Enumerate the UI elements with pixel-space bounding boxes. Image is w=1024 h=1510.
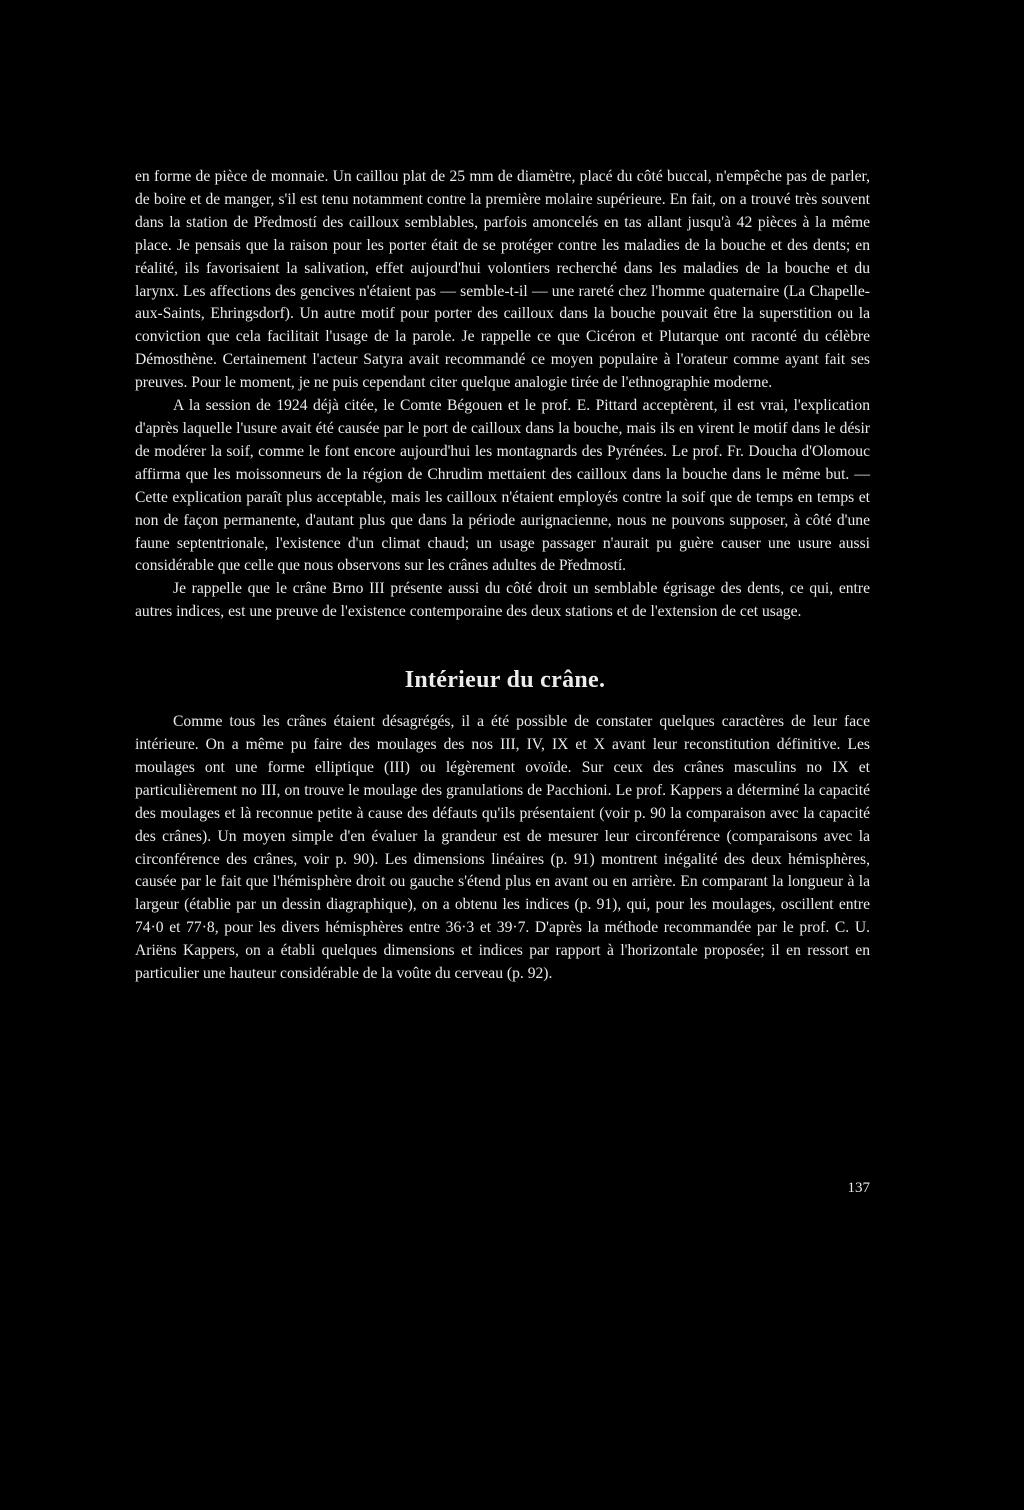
paragraph-continued: en forme de pièce de monnaie. Un caillou plat de 25 mm de diamètre, placé du côté buccal, n'empêche pas de parler, de boire et de manger, s'il est tenu notamment contre la première molaire supérieure. En fait, on a trouvé très souvent dans la station de Předmostí des cailloux semblables, parfois amoncelés en tas allant jusqu'à 42 pièces à la même place. Je pensais que la raison pour les porter était de se protéger contre les maladies de la bouche et des dents; en réalité, ils favorisaient la salivation, effet aujourd'hui volontiers recherché dans les maladies de la bouche et du larynx. Les affections des gencives n'étaient pas — semble-t-il — une rareté chez l'homme quaternaire (La Chapelle-aux-Saints, Ehringsdorf). Un autre motif pour porter des cailloux dans la bouche pouvait être la superstition ou la conviction que cela facilitait l'usage de la parole. Je rappelle ce que Cicéron et Plutarque ont raconté du célèbre Démosthène. Certainement l'acteur Satyra avait recommandé ce moyen populaire à l'orateur comme ayant fait ses preuves. Pour le moment, je ne puis cependant citer quelque analogie tirée de l'ethnographie moderne. [135, 168, 870, 392]
paragraph: A la session de 1924 déjà citée, le Comte Bégouen et le prof. E. Pittard acceptèrent, il est vrai, l'explication d'après laquelle l'usure avait été causée par le port de cailloux dans la bouche, mais ils en virent le motif dans le désir de modérer la soif, comme le font encore aujourd'hui les montagnards des Pyrénées. Le prof. Fr. Doucha d'Olomouc affirma que les moissonneurs de la région de Chrudim mettaient des cailloux dans la bouche dans le même but. — Cette explication paraît plus acceptable, mais les cailloux n'étaient employés contre la soif que de temps en temps et non de façon permanente, d'autant plus que dans la période aurignacienne, nous ne pouvons supposer, à côté d'une faune septentrionale, l'existence d'un climat chaud; un usage passager n'aurait pu guère causer une usure aussi considérable que celle que nous observons sur les crânes adultes de Předmostí. [135, 397, 870, 575]
page-body [135, 166, 870, 986]
paragraph: Comme tous les crânes étaient désagrégés, il a été possible de constater quelques caractères de leur face intérieure. On a même pu faire des moulages des nos III, IV, IX et X avant leur reconstitution définitive. Les moulages ont une forme elliptique (III) ou légèrement ovoïde. Sur ceux des crânes masculins no IX et particulièrement no III, on trouve le moulage des granulations de Pacchioni. Le prof. Kappers a déterminé la capacité des moulages et là reconnue petite à cause des défauts qu'ils présentaient (voir p. 90 la comparaison avec la capacité des crânes). Un moyen simple d'en évaluer la grandeur est de mesurer leur circonférence (comparaisons avec la circonférence des crânes, voir p. 90). Les dimensions linéaires (p. 91) montrent inégalité des deux hémisphères, causée par le fait que l'hémisphère droit ou gauche s'étend plus en avant ou en arrière. En comparant la longueur à la largeur (établie par un dessin diagraphique), on a obtenu les indices (p. 91), qui, pour les moulages, oscillent entre 74·0 et 77·8, pour les divers hémisphères entre 36·3 et 39·7. D'après la méthode recommandée par le prof. C. U. Ariëns Kappers, on a établi quelques dimensions et indices par rapport à l'horizontale proposée; il en ressort en particulier une hauteur considérable de la voûte du cerveau (p. 92). [135, 713, 870, 983]
section-heading: Intérieur du crâne. [404, 667, 606, 694]
page-number: 137 [847, 1180, 870, 1196]
paragraph: Je rappelle que le crâne Brno III présente aussi du côté droit un semblable égrisage des dents, ce qui, entre autres indices, est une preuve de l'existence contemporaine des deux stations et de l'extension de cet usage. [135, 580, 870, 621]
